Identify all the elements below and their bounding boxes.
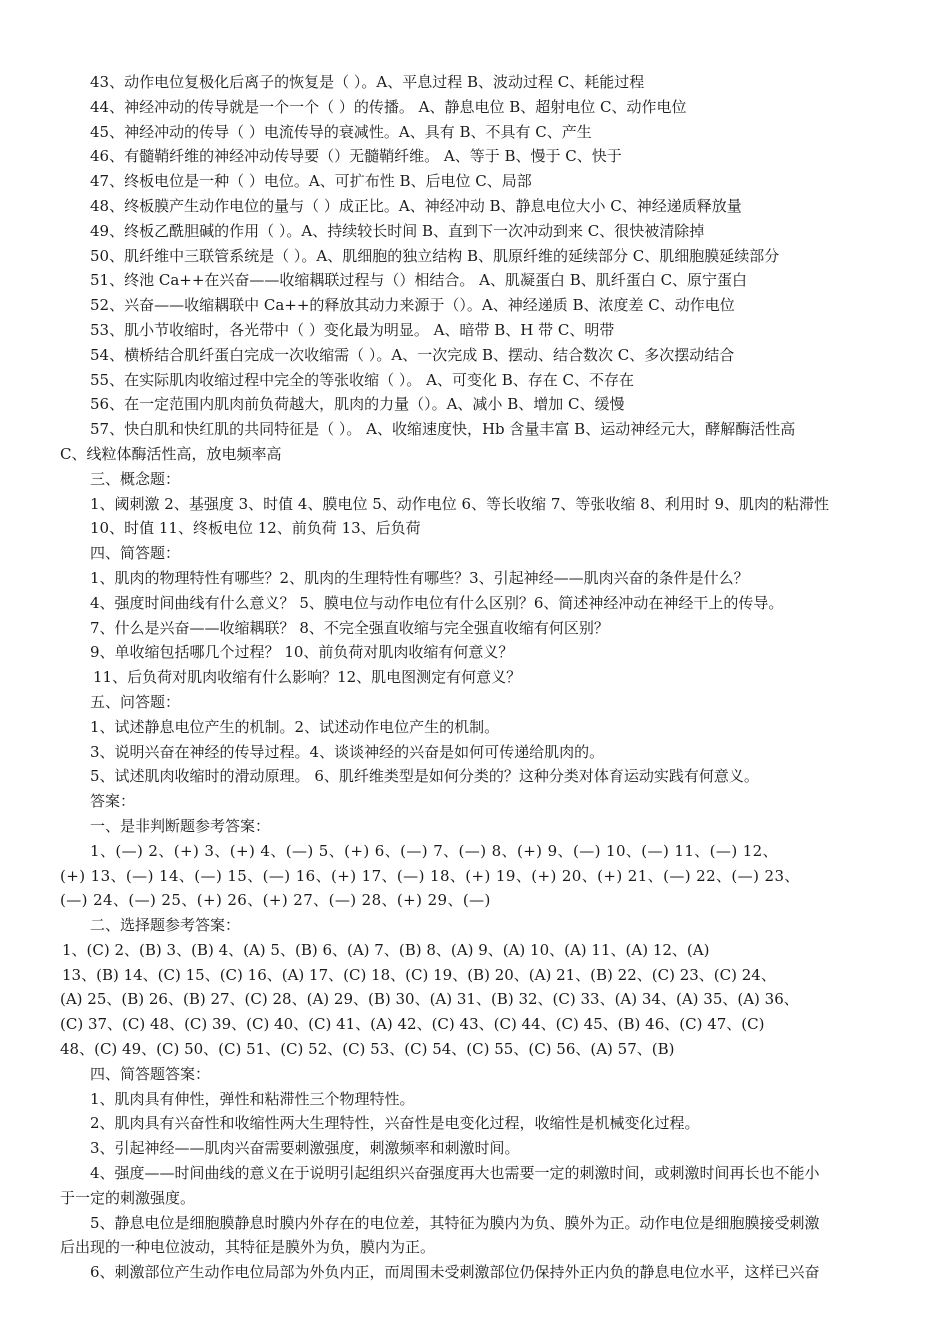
short-answer-key-line: 6、刺激部位产生动作电位局部为外负内正，而周围未受刺激部位仍保持外正内负的静息电位水平，这样已兴奋: [90, 1263, 820, 1282]
concept-line: 1、阈刺激 2、基强度 3、时值 4、膜电位 5、动作电位 6、等长收缩 7、等张收缩 8、利用时 9、肌肉的粘滞性: [90, 494, 830, 513]
true-false-answers-line: (+) 13、(—) 14、(—) 15、(—) 16、(+) 17、(—) 18、(+) 19、(+) 20、(+) 21、(—) 22、(—) 23、: [60, 866, 800, 885]
answers-heading: 答案：: [90, 792, 136, 811]
short-answer-key-line: 4、强度——时间曲线的意义在于说明引起组织兴奋强度再大也需要一定的刺激时间，或刺激时间再长也不能小: [90, 1164, 820, 1183]
essay-heading: 五、问答题：: [90, 692, 181, 711]
document-page: [0, 70, 950, 1285]
short-answer-key-line: 5、静息电位是细胞膜静息时膜内外存在的电位差，其特征为膜内为负、膜外为正。动作电位是细胞膜接受刺激: [90, 1213, 820, 1232]
question-53: 53、肌小节收缩时，各光带中（ ）变化最为明显。 A、暗带 B、H 带 C、明带: [90, 320, 615, 339]
multiple-choice-answers-line: (C) 37、(C) 48、(C) 39、(C) 40、(C) 41、(A) 42、(C) 43、(C) 44、(C) 45、(B) 46、(C) 47、(C): [60, 1015, 765, 1034]
true-false-answers-line: (—) 24、(—) 25、(+) 26、(+) 27、(—) 28、(+) 29、(—): [60, 891, 491, 910]
question-56: 56、在一定范围内肌肉前负荷越大，肌肉的力量（）。A、减小 B、增加 C、缓慢: [90, 395, 625, 414]
multiple-choice-answers-line: (A) 25、(B) 26、(B) 27、(C) 28、(A) 29、(B) 30、(A) 31、(B) 32、(C) 33、(A) 34、(A) 35、(A) 36、: [60, 990, 799, 1009]
essay-line: 1、试述静息电位产生的机制。2、试述动作电位产生的机制。: [90, 717, 500, 736]
essay-line: 5、试述肌肉收缩时的滑动原理。 6、肌纤维类型是如何分类的？这种分类对体育运动实践有何意义。: [90, 767, 759, 786]
question-52: 52、兴奋——收缩耦联中 Ca++的释放其动力来源于（）。A、神经递质 B、浓度差 C、动作电位: [90, 296, 735, 315]
question-46: 46、有髓鞘纤维的神经冲动传导要（）无髓鞘纤维。 A、等于 B、慢于 C、快于: [90, 147, 622, 166]
multiple-choice-answers-line: 48、(C) 49、(C) 50、(C) 51、(C) 52、(C) 53、(C) 54、(C) 55、(C) 56、(A) 57、(B): [60, 1040, 675, 1059]
question-51: 51、终池 Ca++在兴奋——收缩耦联过程与（）相结合。 A、肌凝蛋白 B、肌纤蛋白 C、原宁蛋白: [90, 271, 748, 290]
question-43: 43、动作电位复极化后离子的恢复是（ ）。A、平息过程 B、波动过程 C、耗能过程: [90, 73, 645, 91]
multiple-choice-answers-line: 13、(B) 14、(C) 15、(C) 16、(A) 17、(C) 18、(C) 19、(B) 20、(A) 21、(B) 22、(C) 23、(C) 24、: [62, 965, 776, 984]
short-answer-line: 7、什么是兴奋——收缩耦联？ 8、不完全强直收缩与完全强直收缩有何区别？: [90, 618, 609, 637]
question-50: 50、肌纤维中三联管系统是（ ）。A、肌细胞的独立结构 B、肌原纤维的延续部分 C、肌细胞膜延续部分: [90, 246, 780, 265]
concept-line: 10、时值 11、终板电位 12、前负荷 13、后负荷: [90, 519, 421, 538]
question-47: 47、终板电位是一种（ ）电位。A、可扩布性 B、后电位 C、局部: [90, 172, 532, 191]
question-45: 45、神经冲动的传导（ ）电流传导的衰减性。A、具有 B、不具有 C、产生: [90, 122, 592, 141]
question-54: 54、横桥结合肌纤蛋白完成一次收缩需（ ）。A、一次完成 B、摆动、结合数次 C、多次摆动结合: [90, 345, 735, 364]
short-answer-key-line: 1、肌肉具有伸性，弹性和粘滞性三个物理特性。: [90, 1089, 415, 1108]
question-49: 49、终板乙酰胆碱的作用（ ）。A、持续较长时间 B、直到下一次冲动到来 C、很快被清除掉: [90, 221, 705, 240]
short-answer-line: 4、强度时间曲线有什么意义？ 5、膜电位与动作电位有什么区别？6、简述神经冲动在神经干上的传导。: [90, 593, 784, 612]
short-answer-line: 1、肌肉的物理特性有哪些？2、肌肉的生理特性有哪些？3、引起神经——肌肉兴奋的条件是什么？: [90, 568, 749, 587]
multiple-choice-answers-line: 1、(C) 2、(B) 3、(B) 4、(A) 5、(B) 6、(A) 7、(B) 8、(A) 9、(A) 10、(A) 11、(A) 12、(A): [62, 940, 710, 959]
short-answer-key-line: 于一定的刺激强度。: [60, 1188, 196, 1207]
short-answer-key-heading: 四、简答题答案：: [90, 1064, 211, 1083]
short-answer-key-line: 2、肌肉具有兴奋性和收缩性两大生理特性，兴奋性是电变化过程，收缩性是机械变化过程。: [90, 1114, 700, 1133]
short-answer-line: 11、后负荷对肌肉收缩有什么影响？12、肌电图测定有何意义？: [93, 668, 522, 687]
short-answer-key-line: 后出现的一种电位波动，其特征是膜外为负，膜内为正。: [60, 1238, 436, 1257]
question-48: 48、终板膜产生动作电位的量与（ ）成正比。A、神经冲动 B、静息电位大小 C、神经递质释放量: [90, 196, 742, 215]
multiple-choice-answers-heading: 二、选择题参考答案：: [90, 916, 241, 935]
question-57-continued: C、线粒体酶活性高，放电频率高: [60, 444, 282, 463]
question-55: 55、在实际肌肉收缩过程中完全的等张收缩（ ）。 A、可变化 B、存在 C、不存在: [90, 370, 634, 389]
short-answer-heading: 四、简答题：: [90, 544, 181, 563]
short-answer-key-line: 3、引起神经——肌肉兴奋需要刺激强度，刺激频率和刺激时间。: [90, 1139, 520, 1158]
question-44: 44、神经冲动的传导就是一个一个（ ）的传播。 A、静息电位 B、超射电位 C、动作电位: [90, 97, 687, 116]
question-57: 57、快白肌和快红肌的共同特征是（ ）。 A、收缩速度快，Hb 含量丰富 B、运动神经元大，酵解酶活性高: [90, 420, 796, 439]
essay-line: 3、说明兴奋在神经的传导过程。4、谈谈神经的兴奋是如何可传递给肌肉的。: [90, 742, 605, 761]
concept-heading: 三、概念题：: [90, 469, 181, 488]
true-false-answers-line: 1、(—) 2、(+) 3、(+) 4、(—) 5、(+) 6、(—) 7、(—) 8、(+) 9、(—) 10、(—) 11、(—) 12、: [90, 841, 779, 860]
short-answer-line: 9、单收缩包括哪几个过程？ 10、前负荷对肌肉收缩有何意义？: [90, 643, 514, 662]
true-false-answers-heading: 一、是非判断题参考答案：: [90, 816, 271, 835]
